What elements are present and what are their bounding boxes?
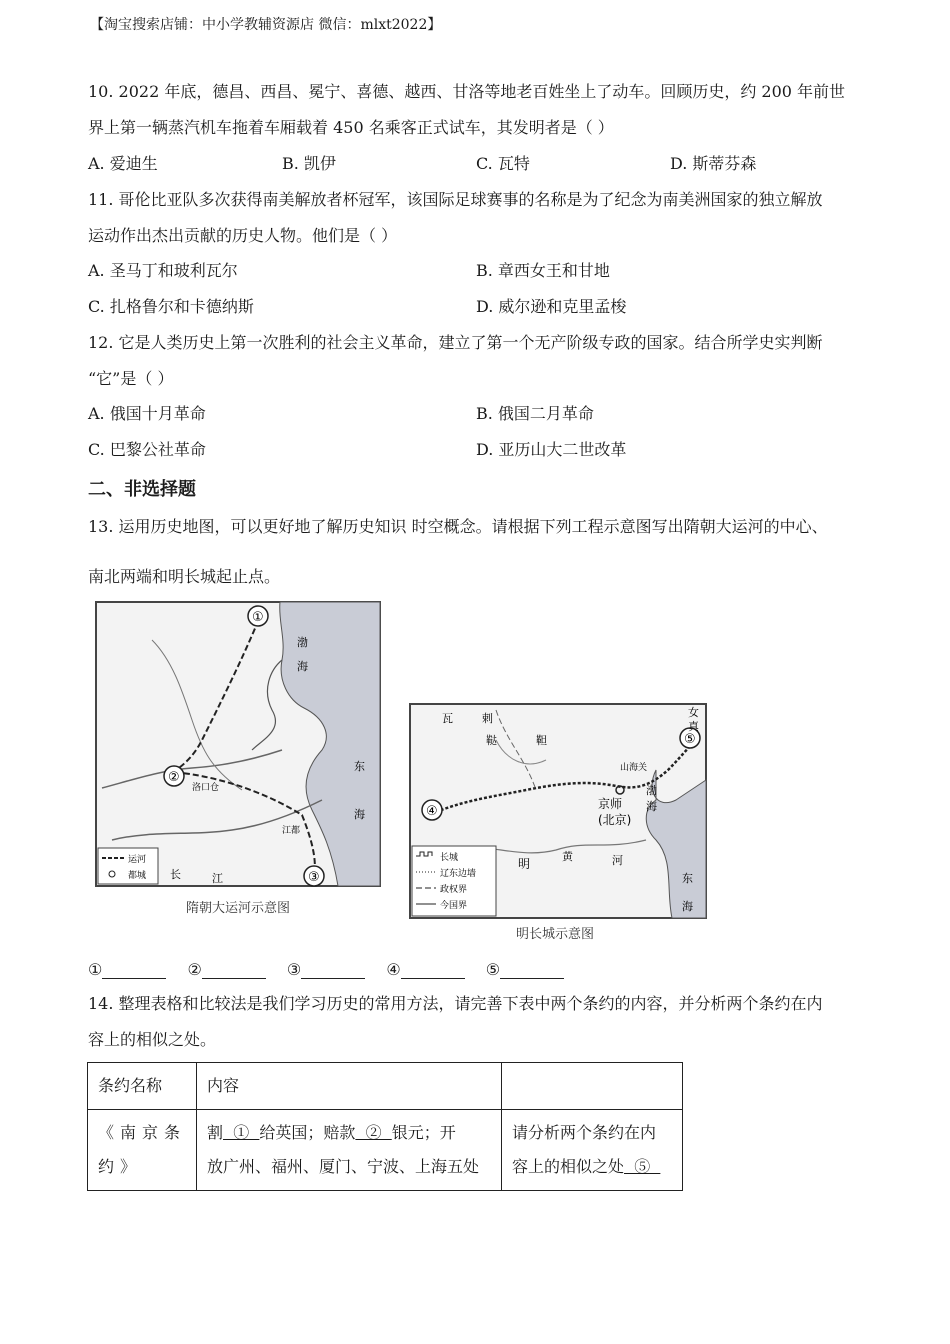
content-blank-2[interactable]: ② — [355, 1123, 392, 1142]
treaty-content-cell — [197, 1110, 502, 1191]
map1-label-hai2: 海 — [354, 808, 365, 821]
map1-label-chang: 长 — [170, 868, 181, 881]
blank-5-field[interactable] — [500, 964, 564, 979]
section-title: 二、非选择题 — [88, 479, 196, 500]
table-row — [88, 1110, 683, 1191]
q11-option-d[interactable]: D. 威尔逊和克里孟梭 — [476, 297, 627, 316]
blank-1-field[interactable] — [102, 964, 166, 979]
q12-line2: “它”是（ ） — [88, 369, 174, 388]
content-blank-1[interactable]: ① — [223, 1123, 260, 1142]
blank-2-field[interactable] — [202, 964, 266, 979]
map2-label-hai2: 海 — [682, 900, 693, 913]
map2-label-huang: 黄 — [562, 850, 573, 863]
sui-canal-map — [92, 600, 384, 918]
q10-option-d[interactable]: D. 斯蒂芬森 — [670, 154, 757, 173]
q11-option-c[interactable]: C. 扎格鲁尔和卡德纳斯 — [88, 297, 254, 316]
map2-legend-wall: 长城 — [440, 853, 459, 863]
map2-caption: 明长城示意图 — [516, 927, 595, 942]
q10-option-b[interactable]: B. 凯伊 — [282, 154, 336, 173]
table-header-content: 内容 — [197, 1063, 502, 1110]
blank-2-label: ② — [187, 960, 202, 979]
blank-1-label: ① — [88, 960, 103, 979]
map1-label-hai1: 海 — [297, 660, 308, 673]
q10-line2: 界上第一辆蒸汽机车拖着车厢载着 450 名乘客正式试车，其发明者是（ ） — [88, 118, 614, 137]
q11-option-b[interactable]: B. 章西女王和甘地 — [476, 261, 610, 280]
map2-label-jingshi: 京师 — [598, 797, 623, 811]
map1-label-jiang: 江 — [212, 872, 223, 885]
table-header-row — [88, 1063, 683, 1110]
q12-option-c[interactable]: C. 巴黎公社革命 — [88, 440, 206, 459]
q14-line1: 14. 整理表格和比较法是我们学习历史的常用方法，请完善下表中两个条约的内容，并分析两个条约在内 — [88, 994, 823, 1013]
q12-option-a[interactable]: A. 俄国十月革命 — [88, 404, 206, 423]
q10-option-a[interactable]: A. 爱迪生 — [88, 154, 158, 173]
map2-legend-liaodong: 辽东边墙 — [440, 869, 477, 879]
map2-label-ming: 明 — [518, 857, 531, 871]
q11-line2: 运动作出杰出贡献的历史人物。他们是（ ） — [88, 226, 398, 245]
map1-legend-capital: 都城 — [128, 871, 147, 881]
q11-line1: 11. 哥伦比亚队多次获得南美解放者杯冠军，该国际足球赛事的名称是为了纪念为南美洲国家的独立解放 — [88, 190, 823, 209]
map2-label-he: 河 — [612, 854, 623, 867]
content-text-c: 给英国；赔款 — [259, 1123, 356, 1142]
blank-5-label: ⑤ — [485, 960, 501, 979]
map1-marker-1-label: ① — [252, 610, 264, 625]
map2-label-da: 鞑 — [486, 734, 497, 747]
q13-answer-blanks — [88, 960, 580, 979]
analysis-text-b: 容上的相似之处 — [512, 1157, 625, 1176]
analysis-text-a: 请分析两个条约在内 — [512, 1123, 657, 1142]
content-text-e: 放广州、福州、厦门、宁波、上海五处 — [207, 1157, 480, 1176]
treaty-table — [87, 1062, 683, 1191]
table-header-analysis — [502, 1063, 683, 1110]
map2-label-hai1: 海 — [646, 800, 657, 813]
blank-4-label: ④ — [386, 960, 401, 979]
map2-label-dan: 靼 — [536, 734, 547, 747]
map2-label-bo: 渤 — [646, 784, 657, 797]
map2-label-wa: 瓦 — [442, 712, 453, 725]
q11-option-a[interactable]: A. 圣马丁和玻利瓦尔 — [88, 261, 238, 280]
q10-option-c[interactable]: C. 瓦特 — [476, 154, 530, 173]
map2-label-zhen: 真 — [688, 720, 699, 733]
q13-line2: 南北两端和明长城起止点。 — [88, 567, 281, 586]
q10-line1: 10. 2022 年底，德昌、西昌、冕宁、喜德、越西、甘洛等地老百姓坐上了动车。回顾历史，约 200 年前世 — [88, 82, 846, 101]
map1-caption: 隋朝大运河示意图 — [186, 901, 291, 916]
q13-line1: 13. 运用历史地图，可以更好地了解历史知识 时空概念。请根据下列工程示意图写出隋朝大运河的中心、 — [88, 517, 828, 536]
map1-label-jiangdu: 江都 — [282, 826, 301, 836]
map1-marker-2-label: ② — [168, 770, 180, 785]
content-text-d: 银元；开 — [391, 1123, 456, 1142]
map1-marker-3-label: ③ — [308, 870, 320, 885]
analysis-cell — [502, 1110, 683, 1191]
page-header: 【淘宝搜索店铺：中小学教辅资源店 微信：mlxt2022】 — [90, 17, 442, 33]
q12-line1: 12. 它是人类历史上第一次胜利的社会主义革命，建立了第一个无产阶级专政的国家。结合所学史实判断 — [88, 333, 823, 352]
map2-label-dong: 东 — [682, 872, 693, 885]
map1-label-luokoucang: 洛口仓 — [192, 783, 220, 793]
map2-marker-5-label: ⑤ — [684, 732, 696, 747]
map2-legend-border: 今国界 — [440, 901, 468, 911]
map2-label-shanhaiguan: 山海关 — [620, 763, 648, 773]
map1-legend-canal: 运河 — [128, 855, 147, 865]
q14-line2: 容上的相似之处。 — [88, 1030, 217, 1049]
map2-legend-regime: 政权界 — [440, 885, 468, 895]
table-header-name: 条约名称 — [88, 1063, 197, 1110]
content-text-a: 割 — [207, 1123, 224, 1142]
ming-wall-map — [406, 700, 710, 944]
map2-label-la: 剌 — [482, 712, 493, 725]
blank-3-field[interactable] — [301, 964, 365, 979]
analysis-blank-5[interactable]: ⑤ — [624, 1157, 661, 1176]
treaty-name-cell: 《南京条约》 — [88, 1110, 197, 1191]
q12-option-b[interactable]: B. 俄国二月革命 — [476, 404, 594, 423]
map1-label-bo: 渤 — [297, 636, 308, 649]
map2-label-nv: 女 — [688, 706, 699, 719]
map2-label-beijing: (北京) — [598, 813, 632, 827]
blank-4-field[interactable] — [401, 964, 465, 979]
map2-marker-4-label: ④ — [426, 804, 438, 819]
map1-label-dong: 东 — [354, 760, 365, 773]
blank-3-label: ③ — [286, 960, 302, 979]
q12-option-d[interactable]: D. 亚历山大二世改革 — [476, 440, 627, 459]
